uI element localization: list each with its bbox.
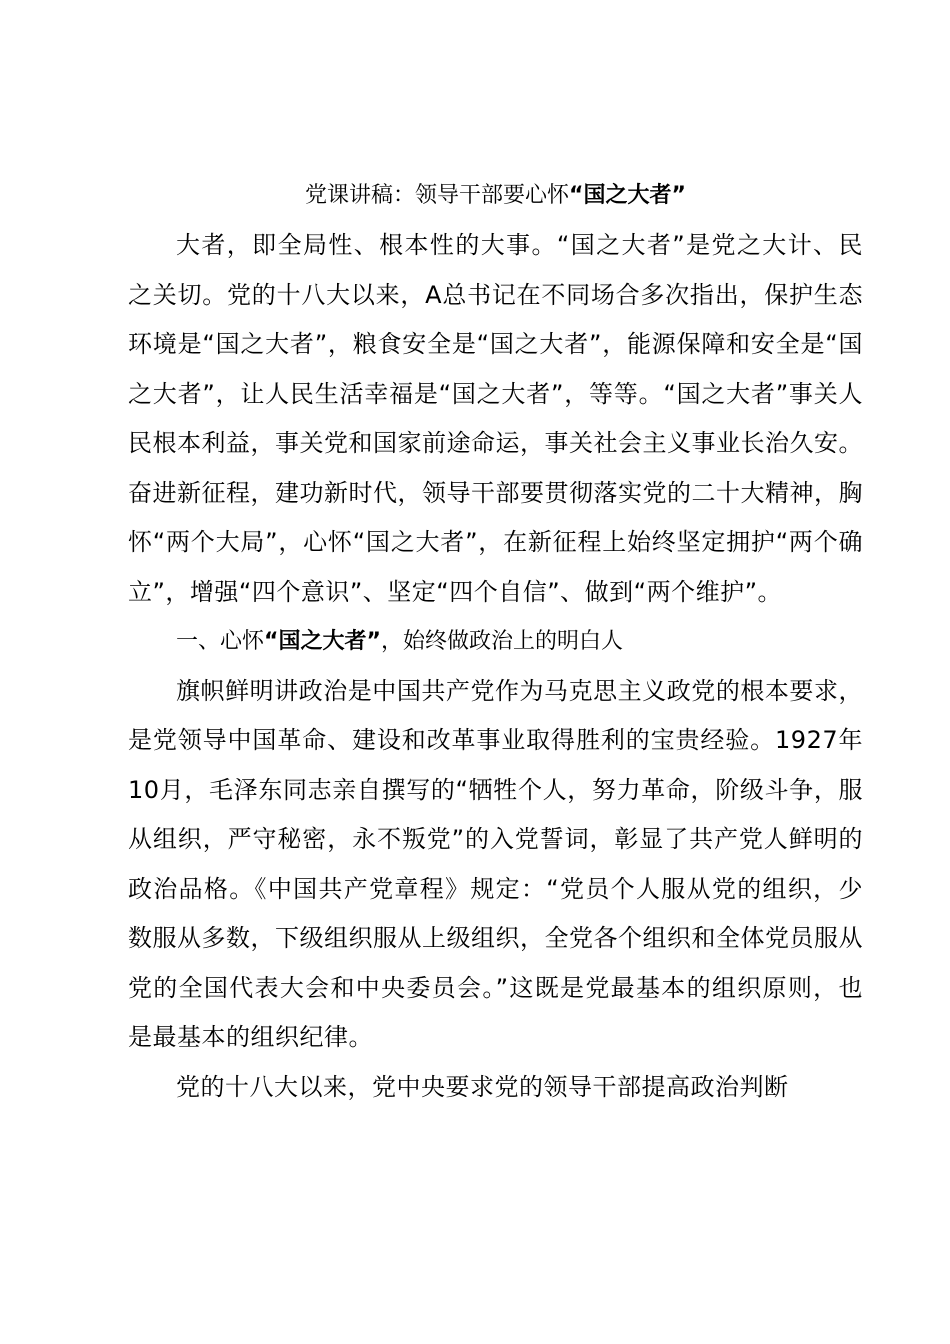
paragraph-3: 党的十八大以来，党中央要求党的领导干部提高政治判断	[176, 1072, 789, 1101]
title-prefix: 党课讲稿：领导干部要心怀	[305, 183, 570, 208]
title-quoted: “国之大者”	[569, 183, 686, 208]
section-heading-prefix: 一、心怀	[176, 629, 265, 654]
section-heading-suffix: ，始终做政治上的明白人	[380, 629, 623, 654]
paragraph-1: 大者，即全局性、根本性的大事。“国之大者”是党之大计、民之关切。党的十八大以来，A总书记在不同场合多次指出，保护生态环境是“国之大者”，粮食安全是“国之大者”，能源保障和安全是“国之大者”，让人民生活幸福是“国之大者”，等等。“国之大者”事关人民根本利益，事关党和国家前途命运，事关社会主义事业长治久安。奋进新征程，建功新时代，领导干部要贯彻落实党的二十大精神，胸怀“两个大局”，心怀“国之大者”，在新征程上始终坚定拥护“两个确立”，增强“四个意识”、坚定“四个自信”、做到“两个维护”。	[128, 231, 863, 606]
document-title	[128, 182, 863, 210]
section-heading-quoted: “国之大者”	[264, 629, 381, 654]
section-heading-1	[128, 617, 863, 667]
document-page	[128, 182, 863, 1112]
paragraph-2: 旗帜鲜明讲政治是中国共产党作为马克思主义政党的根本要求，是党领导中国革命、建设和改革事业取得胜利的宝贵经验。1927年10月，毛泽东同志亲自撰写的“牺牲个人，努力革命，阶级斗争，服从组织，严守秘密，永不叛党”的入党誓词，彰显了共产党人鲜明的政治品格。《中国共产党章程》规定：“党员个人服从党的组织，少数服从多数，下级组织服从上级组织，全党各个组织和全体党员服从党的全国代表大会和中央委员会。”这既是党最基本的组织原则，也是最基本的组织纪律。	[128, 676, 863, 1051]
